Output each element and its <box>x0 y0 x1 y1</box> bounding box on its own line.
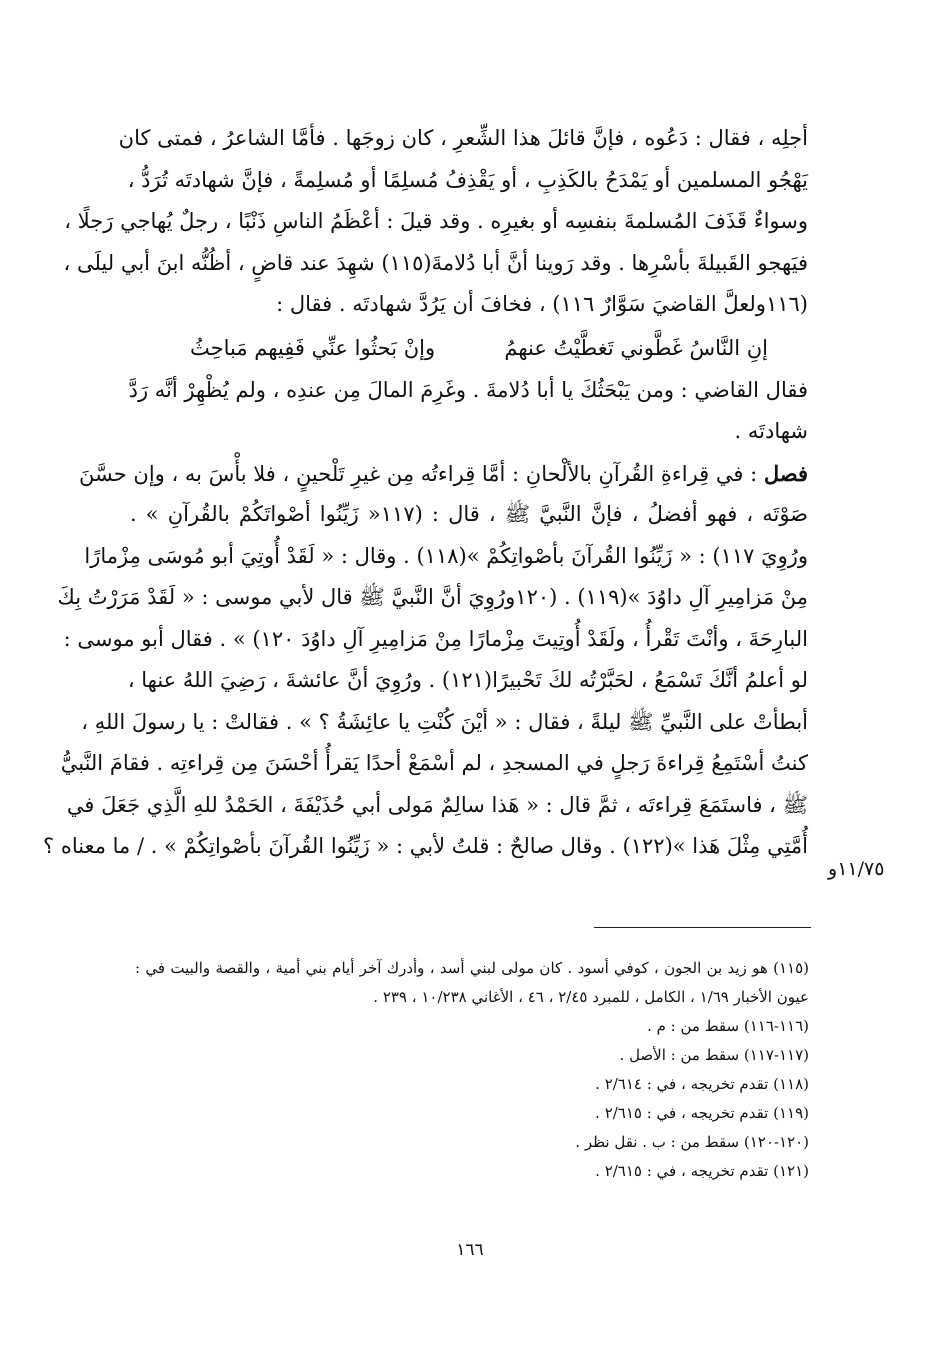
page-number: ١٦٦ <box>456 1240 484 1260</box>
text-line-11: البارِحَةَ ، وأنْتَ تَقْرأُ ، ولَقَدْ أُوتِيتَ مِزْمارًا مِنْ مَزامِيرِ آلِ داوُدَ ١٢٠) » . فقال أبو موسى : <box>63 626 808 651</box>
text-line-9: ورُوِيَ ١١٧) : « زَيِّنُوا القُرآنَ بأصْواتِكُمْ »(١١٨) . وقال : « لَقَدْ أُوتِيَ أبو مُوسَى مِزْمارًا <box>84 543 808 568</box>
text-line-13: أبطأتْ على النَّبيِّ ﷺ ليلةً ، فقال : « أيْنَ كُنْتِ يا عائِشَةُ ؟ » . فقالتْ : يا رسولَ اللهِ ، <box>81 709 808 734</box>
footnotes <box>135 954 809 1186</box>
text-line-5: (١١٦ولعلَّ القاضيَ سَوَّارٌ ١١٦) ، فخافَ أن يَرُدَّ شهادتَه . فقال : <box>276 292 808 316</box>
text-line-1: أجلِه ، فقال : دَعُوه ، فإنَّ قائلَ هذا الشِّعرِ ، كان زوجَها . فأمَّا الشاعرُ ، فمتى كان <box>118 126 808 150</box>
footnote-divider <box>594 927 811 928</box>
footnote-119: (١١٩) تقدم تخريجه ، في : ٢/٦١٥ . <box>595 1104 809 1122</box>
poetry-verse <box>130 326 808 370</box>
text-line-15: ﷺ ، فاستَمَعَ قِراءتَه ، ثمَّ قال : « هَذا سالِمٌ مَولى أبي حُذَيْفَةَ ، الحَمْدُ للهِ الَّذِي جَعَلَ في <box>66 792 808 817</box>
text-line-12: لو أعلمُ أنَّكَ تَسْمَعُ ، لحَبَّرْتُه لكَ تَحْبيرًا(١٢١) . ورُوِيَ أنَّ عائشةَ ، رَضِيَ اللهُ عنها ، <box>127 668 808 692</box>
text-line-3: وسواءٌ قَذَفَ المُسلمةَ بنفسِه أو بغيرِه . وقد قيلَ : أعْظَمُ الناسِ ذَنْبًا ، رجلٌ يُهاجي رَجلًا ، <box>64 209 808 233</box>
footnote-118: (١١٨) تقدم تخريجه ، في : ٢/٦١٤ . <box>595 1075 809 1093</box>
text-line-2: يَهْجُو المسلمين أو يَمْدَحُ بالكَذِبِ ، أو يَقْذِفُ مُسلِمًا أو مُسلِمةً ، فإنَّ شهادتَه تُرَدُّ ، <box>127 167 808 192</box>
footnote-115: (١١٥) هو زيد بن الجون ، كوفي أسود . كان مولى لبني أسد ، وأدرك آخر أيام بني أمية ، والقصة والبيت في : عيون الأخبار ١/٦٩ ، الكامل ، للمبرد ٢/٤٥ ، ٤٦ ، الأغاني ١٠/٢٣٨ ، ٢٣٩ . <box>135 959 809 1006</box>
text-line-16: أُمَّتِي مِثْلَ هَذا »(١٢٢) . وقال صالحٌ : قلتُ لأبي : « زَيِّنُوا القُرآنَ بأصْواتِكُمْ » . / ما معناه ؟ <box>43 834 808 858</box>
verse-first-hemistich: إنِ النَّاسُ غَطَّوني تَغطَّيْتُ عنهمُ <box>504 335 768 360</box>
footnote-117: (١١٧-١١٧) سقط من : الأصل . <box>619 1046 809 1064</box>
section-label: فصل <box>763 460 808 486</box>
main-text <box>43 118 808 868</box>
footnote-120: (١٢٠-١٢٠) سقط من : ب . نقل نظر . <box>575 1133 809 1151</box>
text-line-6: فقال القاضي : ومن يَبْحَثُكَ يا أبا دُلامةَ . وغَرِمَ المالَ مِن عندِه ، ولم يُظْهِرْ أنَّه رَدَّ <box>128 377 808 402</box>
section-first-line: : في قِراءةِ القُرآنِ بالألْحانِ : أمَّا قِراءتُه مِن غيرِ تَلْحينٍ ، فلا بأْسَ به ، وإن حسَّنَ <box>79 461 764 486</box>
margin-folio-note: ١١/٧٥و <box>828 858 885 880</box>
text-line-4: فيَهجو القَبيلةَ بأسْرِها . وقد رَوينا أنَّ أبا دُلامةَ(١١٥) شهِدَ عند قاضٍ ، أظُنُّه ابنَ أبي ليلَى ، <box>63 250 808 275</box>
text-line-10: مِنْ مَزامِيرِ آلِ داوُدَ »(١١٩) . (١٢٠ورُوِيَ أنَّ النَّبيَّ ﷺ قال لأبي موسى : « لَقَدْ مَرَرْتُ بِكَ <box>57 585 808 609</box>
text-line-8: صَوْتَه ، فهو أفضلُ ، فإنَّ النَّبيَّ ﷺ ، قال : (١١٧« زَيِّنُوا أصْواتَكُمْ بالقُرآنِ » . <box>130 502 808 526</box>
footnote-116: (١١٦-١١٦) سقط من : م . <box>647 1017 809 1035</box>
section-heading-line <box>79 453 808 495</box>
verse-second-hemistich: وإنْ بَحثُوا عنِّي فَفِيهم مَباحِثُ <box>190 335 436 360</box>
text-line-14: كنتُ أسْتَمِعُ قِراءةَ رَجلٍ في المسجدِ ، لم أسْمَعْ أحدًا يَقرأُ أحْسَنَ مِن قِراءتِه . فقامَ النَّبيُّ <box>60 751 808 775</box>
text-line-7: شهادتَه . <box>734 419 808 443</box>
footnote-121: (١٢١) تقدم تخريجه ، في : ٢/٦١٥ . <box>595 1162 809 1180</box>
